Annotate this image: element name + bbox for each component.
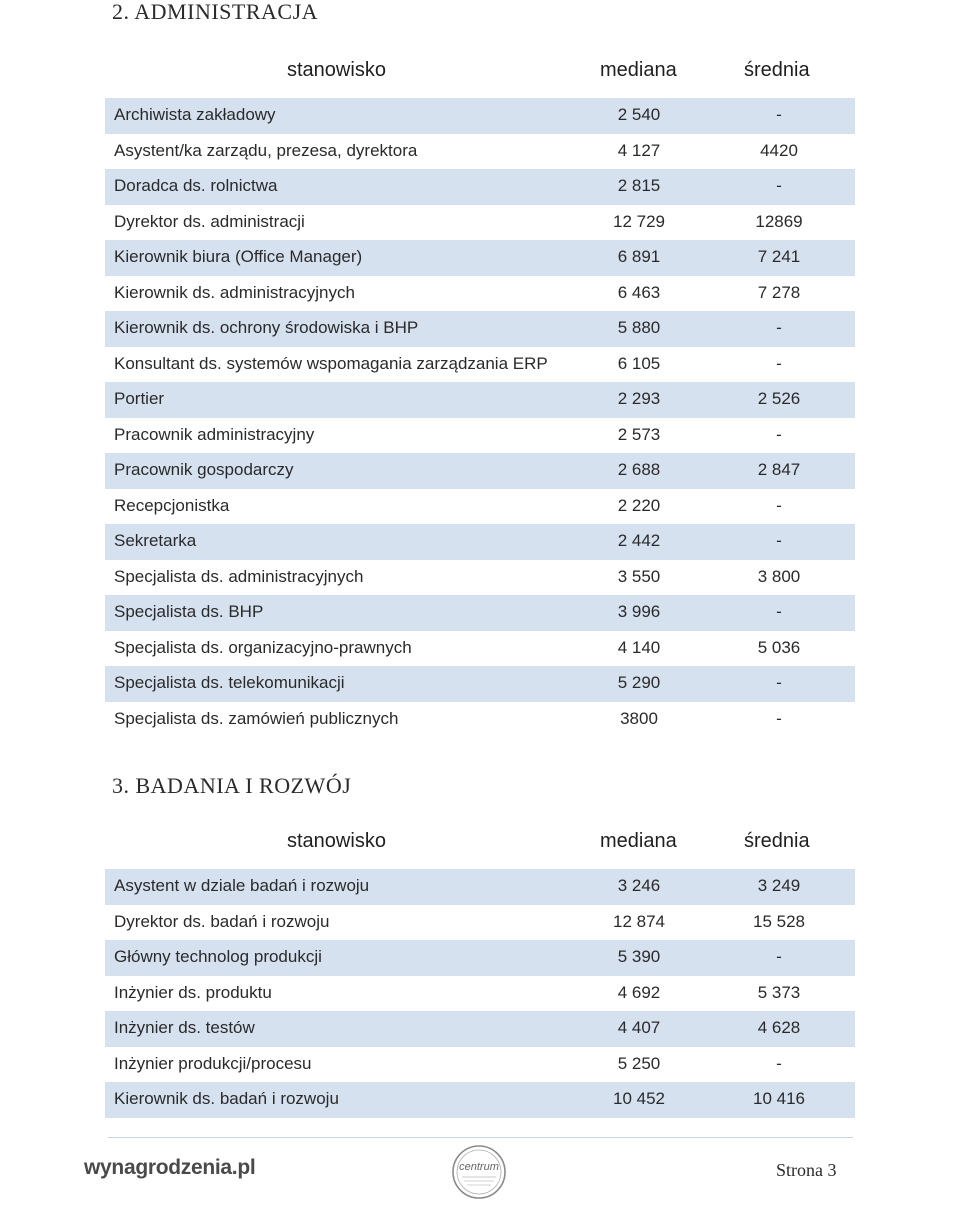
cell-mediana: 4 692 — [617, 982, 661, 1002]
cell-stanowisko: Kierownik ds. administracyjnych — [114, 282, 355, 302]
cell-mediana: 2 573 — [617, 424, 661, 444]
cell-srednia: - — [776, 176, 782, 195]
table-row — [105, 702, 855, 738]
table-row — [105, 134, 855, 170]
cell-mediana: 3 550 — [617, 566, 661, 586]
cell-srednia: - — [776, 318, 782, 337]
cell-stanowisko: Główny technolog produkcji — [114, 947, 322, 966]
cell-srednia: - — [776, 495, 782, 515]
section-title-administracja: 2. ADMINISTRACJA — [112, 0, 319, 24]
table-row — [105, 205, 855, 241]
cell-stanowisko: Asystent w dziale badań i rozwoju — [114, 876, 370, 895]
cell-stanowisko: Inżynier produkcji/procesu — [114, 1053, 312, 1073]
footer-divider — [108, 1137, 853, 1138]
cell-srednia: 4420 — [760, 140, 798, 160]
cell-stanowisko: Inżynier ds. testów — [114, 1018, 255, 1037]
cell-stanowisko: Archiwista zakładowy — [114, 105, 276, 124]
cell-srednia: 5 036 — [757, 637, 801, 657]
table-row — [105, 940, 855, 976]
table-row — [105, 905, 855, 941]
table-row — [105, 240, 855, 276]
table-row — [105, 869, 855, 905]
table-row — [105, 418, 855, 454]
table-row — [105, 347, 855, 383]
table-row — [105, 560, 855, 596]
cell-stanowisko: Pracownik administracyjny — [114, 424, 315, 444]
salary-table-badania-i-rozwoj — [105, 869, 855, 1118]
cell-stanowisko: Specjalista ds. telekomunikacji — [114, 673, 345, 692]
table-row — [105, 1011, 855, 1047]
table-row — [105, 382, 855, 418]
cell-mediana: 2 688 — [617, 460, 661, 479]
table-header-badania — [105, 830, 855, 860]
cell-mediana: 6 463 — [617, 282, 661, 302]
cell-mediana: 4 127 — [617, 140, 661, 160]
cell-srednia: 3 249 — [757, 876, 801, 895]
cell-srednia: - — [776, 673, 782, 692]
table-row — [105, 276, 855, 312]
cell-mediana: 10 452 — [613, 1089, 665, 1108]
cell-mediana: 2 540 — [617, 105, 661, 124]
cell-stanowisko: Sekretarka — [114, 531, 197, 550]
cell-stanowisko: Kierownik biura (Office Manager) — [114, 247, 363, 266]
cell-srednia: - — [776, 424, 782, 444]
table-row — [105, 666, 855, 702]
cell-stanowisko: Dyrektor ds. badań i rozwoju — [114, 911, 330, 931]
cell-mediana: 6 105 — [617, 353, 661, 373]
cell-srednia: 12869 — [755, 211, 803, 231]
cell-stanowisko: Kierownik ds. badań i rozwoju — [114, 1089, 339, 1108]
table-row — [105, 524, 855, 560]
centrum-logo-icon — [448, 1143, 510, 1201]
table-row — [105, 631, 855, 667]
cell-stanowisko: Specjalista ds. administracyjnych — [114, 566, 364, 586]
cell-srednia: - — [776, 105, 782, 124]
cell-stanowisko: Inżynier ds. produktu — [114, 982, 272, 1002]
cell-srednia: - — [776, 531, 782, 550]
table-header-administracja — [105, 59, 855, 89]
cell-srednia: - — [776, 708, 782, 728]
centrum-logo-text: centrum — [459, 1161, 499, 1173]
cell-stanowisko: Asystent/ka zarządu, prezesa, dyrektora — [114, 140, 418, 160]
cell-srednia: - — [776, 353, 782, 373]
table-row — [105, 976, 855, 1012]
cell-srednia: 2 847 — [757, 460, 801, 479]
cell-mediana: 3800 — [620, 708, 658, 728]
cell-mediana: 12 874 — [613, 911, 665, 931]
table-row — [105, 311, 855, 347]
section-title-badania-i-rozwoj: 3. BADANIA I ROZWÓJ — [112, 773, 352, 798]
page-number: Strona 3 — [776, 1160, 837, 1180]
cell-mediana: 4 140 — [617, 637, 661, 657]
salary-table-administracja — [105, 98, 855, 737]
cell-stanowisko: Konsultant ds. systemów wspomagania zarządzania ERP — [114, 353, 548, 373]
cell-mediana: 2 815 — [617, 176, 661, 195]
header-stanowisko: stanowisko — [287, 59, 386, 81]
cell-mediana: 2 442 — [617, 531, 661, 550]
cell-mediana: 12 729 — [613, 211, 665, 231]
cell-srednia: 2 526 — [757, 389, 801, 408]
header-mediana: mediana — [600, 59, 677, 81]
cell-stanowisko: Pracownik gospodarczy — [114, 460, 294, 479]
cell-stanowisko: Kierownik ds. ochrony środowiska i BHP — [114, 318, 419, 337]
cell-stanowisko: Specjalista ds. zamówień publicznych — [114, 708, 399, 728]
cell-srednia: - — [776, 602, 782, 621]
cell-mediana: 5 390 — [617, 947, 661, 966]
cell-mediana: 4 407 — [617, 1018, 661, 1037]
cell-mediana: 2 220 — [617, 495, 661, 515]
cell-srednia: 3 800 — [757, 566, 801, 586]
cell-srednia: 4 628 — [757, 1018, 801, 1037]
table-row — [105, 98, 855, 134]
cell-mediana: 6 891 — [617, 247, 661, 266]
cell-srednia: 10 416 — [753, 1089, 805, 1108]
cell-srednia: 15 528 — [753, 911, 805, 931]
cell-stanowisko: Specjalista ds. organizacyjno-prawnych — [114, 637, 412, 657]
cell-stanowisko: Specjalista ds. BHP — [114, 602, 264, 621]
table-row — [105, 453, 855, 489]
cell-mediana: 3 996 — [617, 602, 661, 621]
cell-srednia: 7 241 — [757, 247, 801, 266]
wynagrodzenia-logo: wynagrodzenia.pl — [84, 1156, 256, 1179]
cell-stanowisko: Doradca ds. rolnictwa — [114, 176, 278, 195]
header-stanowisko: stanowisko — [287, 830, 386, 852]
cell-stanowisko: Recepcjonistka — [114, 495, 230, 515]
cell-stanowisko: Portier — [114, 389, 165, 408]
header-srednia: średnia — [744, 59, 810, 81]
table-row — [105, 1082, 855, 1118]
table-row — [105, 169, 855, 205]
cell-mediana: 5 880 — [617, 318, 661, 337]
cell-stanowisko: Dyrektor ds. administracji — [114, 211, 305, 231]
cell-mediana: 5 290 — [617, 673, 661, 692]
cell-srednia: 7 278 — [757, 282, 801, 302]
header-mediana: mediana — [600, 830, 677, 852]
cell-srednia: 5 373 — [757, 982, 801, 1002]
cell-mediana: 3 246 — [617, 876, 661, 895]
cell-srednia: - — [776, 947, 782, 966]
table-row — [105, 595, 855, 631]
table-row — [105, 1047, 855, 1083]
cell-mediana: 2 293 — [617, 389, 661, 408]
table-row — [105, 489, 855, 525]
cell-mediana: 5 250 — [617, 1053, 661, 1073]
header-srednia: średnia — [744, 830, 810, 852]
cell-srednia: - — [776, 1053, 782, 1073]
